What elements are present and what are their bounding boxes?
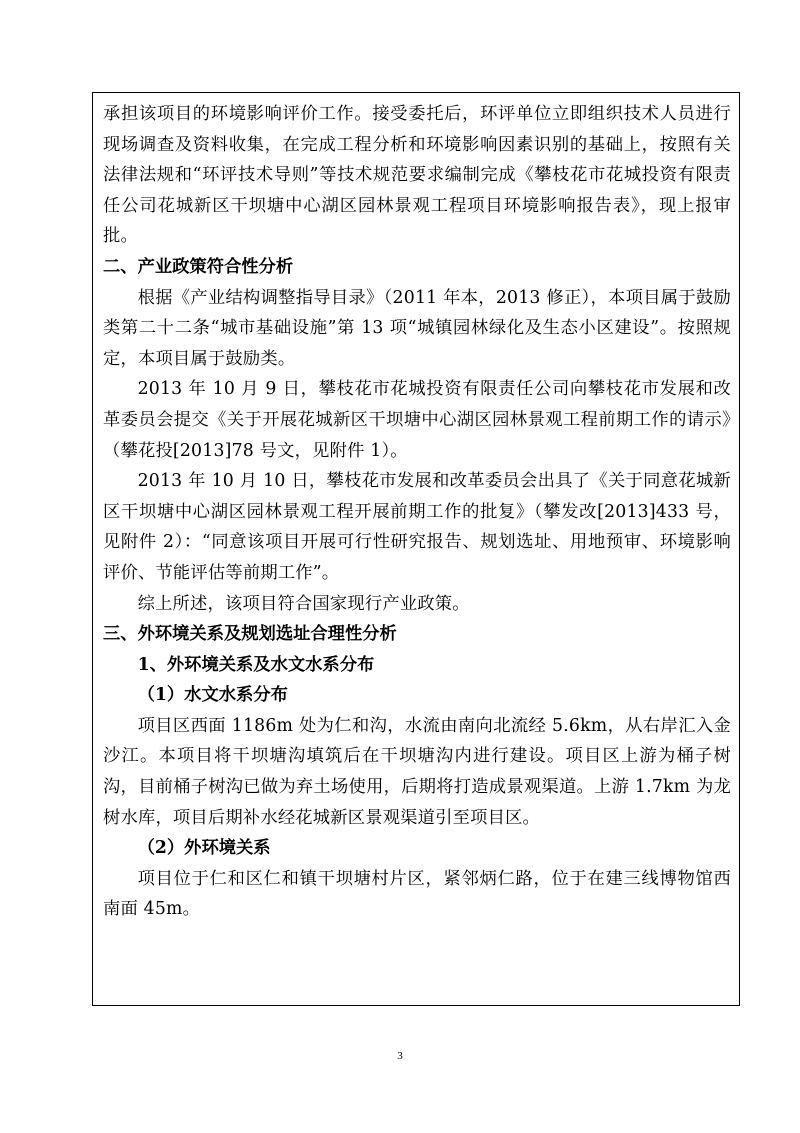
- subsection-heading: 1、外环境关系及水文水系分布: [137, 654, 375, 675]
- body-paragraph: 2013 年 10 月 10 日，攀枝花市发展和改革委员会出具了《关于同意花城新区干坝塘中心湖区园林景观工程开展前期工作的批复》（攀发改[2013]433 号，见附件 2）：“同意该项目开展可行性研究报告、规划选址、用地预审、环境影响评价、节能评估等前期工作”。: [103, 471, 731, 583]
- body-paragraph: 项目区西面 1186m 处为仁和沟，水流由南向北流经 5.6km，从右岸汇入金沙江。本项目将干坝塘沟填筑后在干坝塘沟内进行建设。项目区上游为桶子树沟，目前桶子树沟已做为弃土场使用，后期将打造成景观渠道。上游 1.7km 为龙树水库，项目后期补水经花城新区景观渠道引至项目区。: [103, 715, 731, 828]
- body-paragraph: 2013 年 10 月 9 日，攀枝花市花城投资有限责任公司向攀枝花市发展和改革委员会提交《关于开展花城新区干坝塘中心湖区园林景观工程前期工作的请示》（攀花投[2013]78 号文，见附件 1）。: [103, 379, 731, 461]
- body-paragraph: 项目位于仁和区仁和镇干坝塘村片区，紧邻炳仁路，位于在建三线博物馆西南面 45m。: [103, 868, 731, 920]
- document-body: [103, 99, 731, 925]
- body-paragraph: 综上所述，该项目符合国家现行产业政策。: [137, 593, 470, 614]
- document-frame: [92, 92, 740, 1006]
- subsection-heading: （2）外环境关系: [137, 838, 271, 859]
- subsection-heading: （1）水文水系分布: [137, 685, 288, 706]
- page-number: 3: [397, 1050, 403, 1062]
- body-paragraph: 根据《产业结构调整指导目录》（2011 年本，2013 修正），本项目属于鼓励类第二十二条“城市基础设施”第 13 项“城镇园林绿化及生态小区建设”。按照规定，本项目属于鼓励类。: [103, 287, 731, 369]
- body-paragraph: 承担该项目的环境影响评价工作。接受委托后，环评单位立即组织技术人员进行现场调查及资料收集，在完成工程分析和环境影响因素识别的基础上，按照有关法律法规和“环评技术导则”等技术规范要求编制完成《攀枝花市花城投资有限责任公司花城新区干坝塘中心湖区园林景观工程项目环境影响报告表》，现上报审批。: [103, 104, 731, 247]
- section-heading: 二、产业政策符合性分析: [103, 256, 294, 277]
- section-heading: 三、外环境关系及规划选址合理性分析: [103, 624, 397, 645]
